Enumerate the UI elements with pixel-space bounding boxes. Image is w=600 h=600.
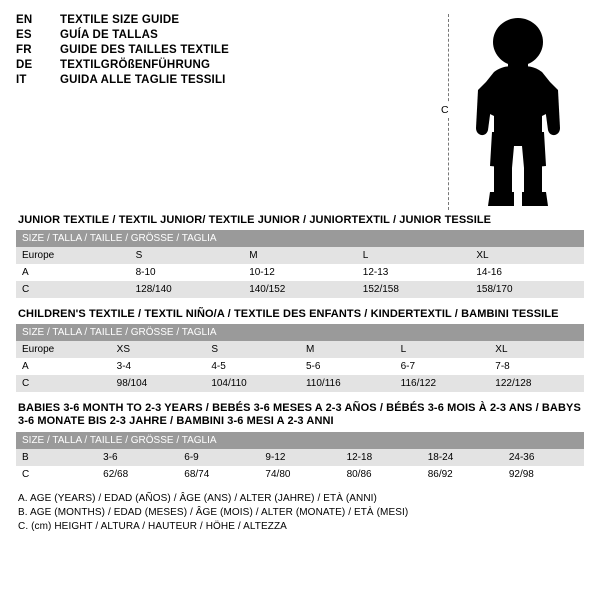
cell: 92/98 [503,466,584,483]
table-row [16,281,584,298]
row-label: Europe [16,247,130,264]
row-label: A [16,358,111,375]
row-label: C [16,281,130,298]
cell: 98/104 [111,375,206,392]
language-title: GUÍA DE TALLAS [60,29,158,41]
section-title: BABIES 3-6 MONTH TO 2-3 YEARS / BEBÉS 3-6 MESES A 2-3 AÑOS / BÉBÉS 3-6 MOIS À 2-3 ANS / BABYS 3-6 MONATE BIS 2-3 JAHRE / BAMBINI 3-6 MESI A 2-3 ANNI [18,402,581,427]
cell: 128/140 [130,281,244,298]
cell: 12-13 [357,264,471,281]
table-header-label: SIZE / TALLA / TAILLE / GRÖSSE / TAGLIA [16,230,584,247]
language-title-list [16,14,436,89]
table-row [16,264,584,281]
row-label: Europe [16,341,111,358]
language-row [16,59,436,71]
row-label: B [16,449,97,466]
language-code: ES [16,29,32,41]
cell: 110/116 [300,375,395,392]
language-row [16,44,436,56]
cell: 3-4 [111,358,206,375]
cell: 74/80 [259,466,340,483]
cell: 116/122 [395,375,490,392]
junior-size-table [16,230,584,298]
section-babies [16,402,584,483]
table-row [16,449,584,466]
footnote-c: C. (cm) HEIGHT / ALTURA / HAUTEUR / HÖHE / ALTEZZA [18,521,287,532]
cell: S [130,247,244,264]
cell: 68/74 [178,466,259,483]
section-junior [16,214,584,298]
language-title: GUIDA ALLE TAGLIE TESSILI [60,74,226,86]
language-row [16,29,436,41]
cell: L [395,341,490,358]
table-header-row [16,230,584,247]
cell: 3-6 [97,449,178,466]
footnote-a: A. AGE (YEARS) / EDAD (AÑOS) / ÂGE (ANS) / ALTER (JAHRE) / ETÀ (ANNI) [18,493,377,504]
cell: 152/158 [357,281,471,298]
table-row [16,247,584,264]
table-row [16,358,584,375]
language-code: FR [16,44,32,56]
table-header-row [16,432,584,449]
cell: 14-16 [470,264,584,281]
cell: 6-7 [395,358,490,375]
cell: 12-18 [341,449,422,466]
cell: XS [111,341,206,358]
header [16,14,584,214]
language-code: DE [16,59,33,71]
cell: 62/68 [97,466,178,483]
cell: 80/86 [341,466,422,483]
child-silhouette-icon [464,16,574,211]
cell: 158/170 [470,281,584,298]
cell: M [300,341,395,358]
language-title: TEXTILGRÖßENFÜHRUNG [60,59,211,71]
cell: 18-24 [422,449,503,466]
cell: 104/110 [205,375,300,392]
cell: 5-6 [300,358,395,375]
table-header-label: SIZE / TALLA / TAILLE / GRÖSSE / TAGLIA [16,324,584,341]
measurement-figure [436,14,584,214]
cell: 86/92 [422,466,503,483]
language-row [16,74,436,86]
table-row [16,375,584,392]
cell: XL [489,341,584,358]
cell: 140/152 [243,281,357,298]
cell: L [357,247,471,264]
cell: M [243,247,357,264]
cell: 4-5 [205,358,300,375]
children-size-table [16,324,584,392]
babies-size-table [16,432,584,483]
cell: 6-9 [178,449,259,466]
section-title: JUNIOR TEXTILE / TEXTIL JUNIOR/ TEXTILE JUNIOR / JUNIORTEXTIL / JUNIOR TESSILE [18,214,492,226]
section-title: CHILDREN'S TEXTILE / TEXTIL NIÑO/A / TEXTILE DES ENFANTS / KINDERTEXTIL / BAMBINI TESSILE [18,308,559,320]
cell: 122/128 [489,375,584,392]
cell: 7-8 [489,358,584,375]
section-children [16,308,584,392]
cell: XL [470,247,584,264]
row-label: A [16,264,130,281]
footnotes [18,493,584,532]
row-label: C [16,375,111,392]
language-title: GUIDE DES TAILLES TEXTILE [60,44,229,56]
table-header-row [16,324,584,341]
cell: 24-36 [503,449,584,466]
language-title: TEXTILE SIZE GUIDE [60,14,180,26]
height-measure-label: C [441,104,449,116]
cell: 8-10 [130,264,244,281]
table-row [16,341,584,358]
cell: 10-12 [243,264,357,281]
row-label: C [16,466,97,483]
language-row [16,14,436,26]
table-header-label: SIZE / TALLA / TAILLE / GRÖSSE / TAGLIA [16,432,584,449]
language-code: EN [16,14,33,26]
cell: 9-12 [259,449,340,466]
language-code: IT [16,74,27,86]
table-row [16,466,584,483]
cell: S [205,341,300,358]
footnote-b: B. AGE (MONTHS) / EDAD (MESES) / ÂGE (MOIS) / ALTER (MONATE) / ETÀ (MESI) [18,507,409,518]
